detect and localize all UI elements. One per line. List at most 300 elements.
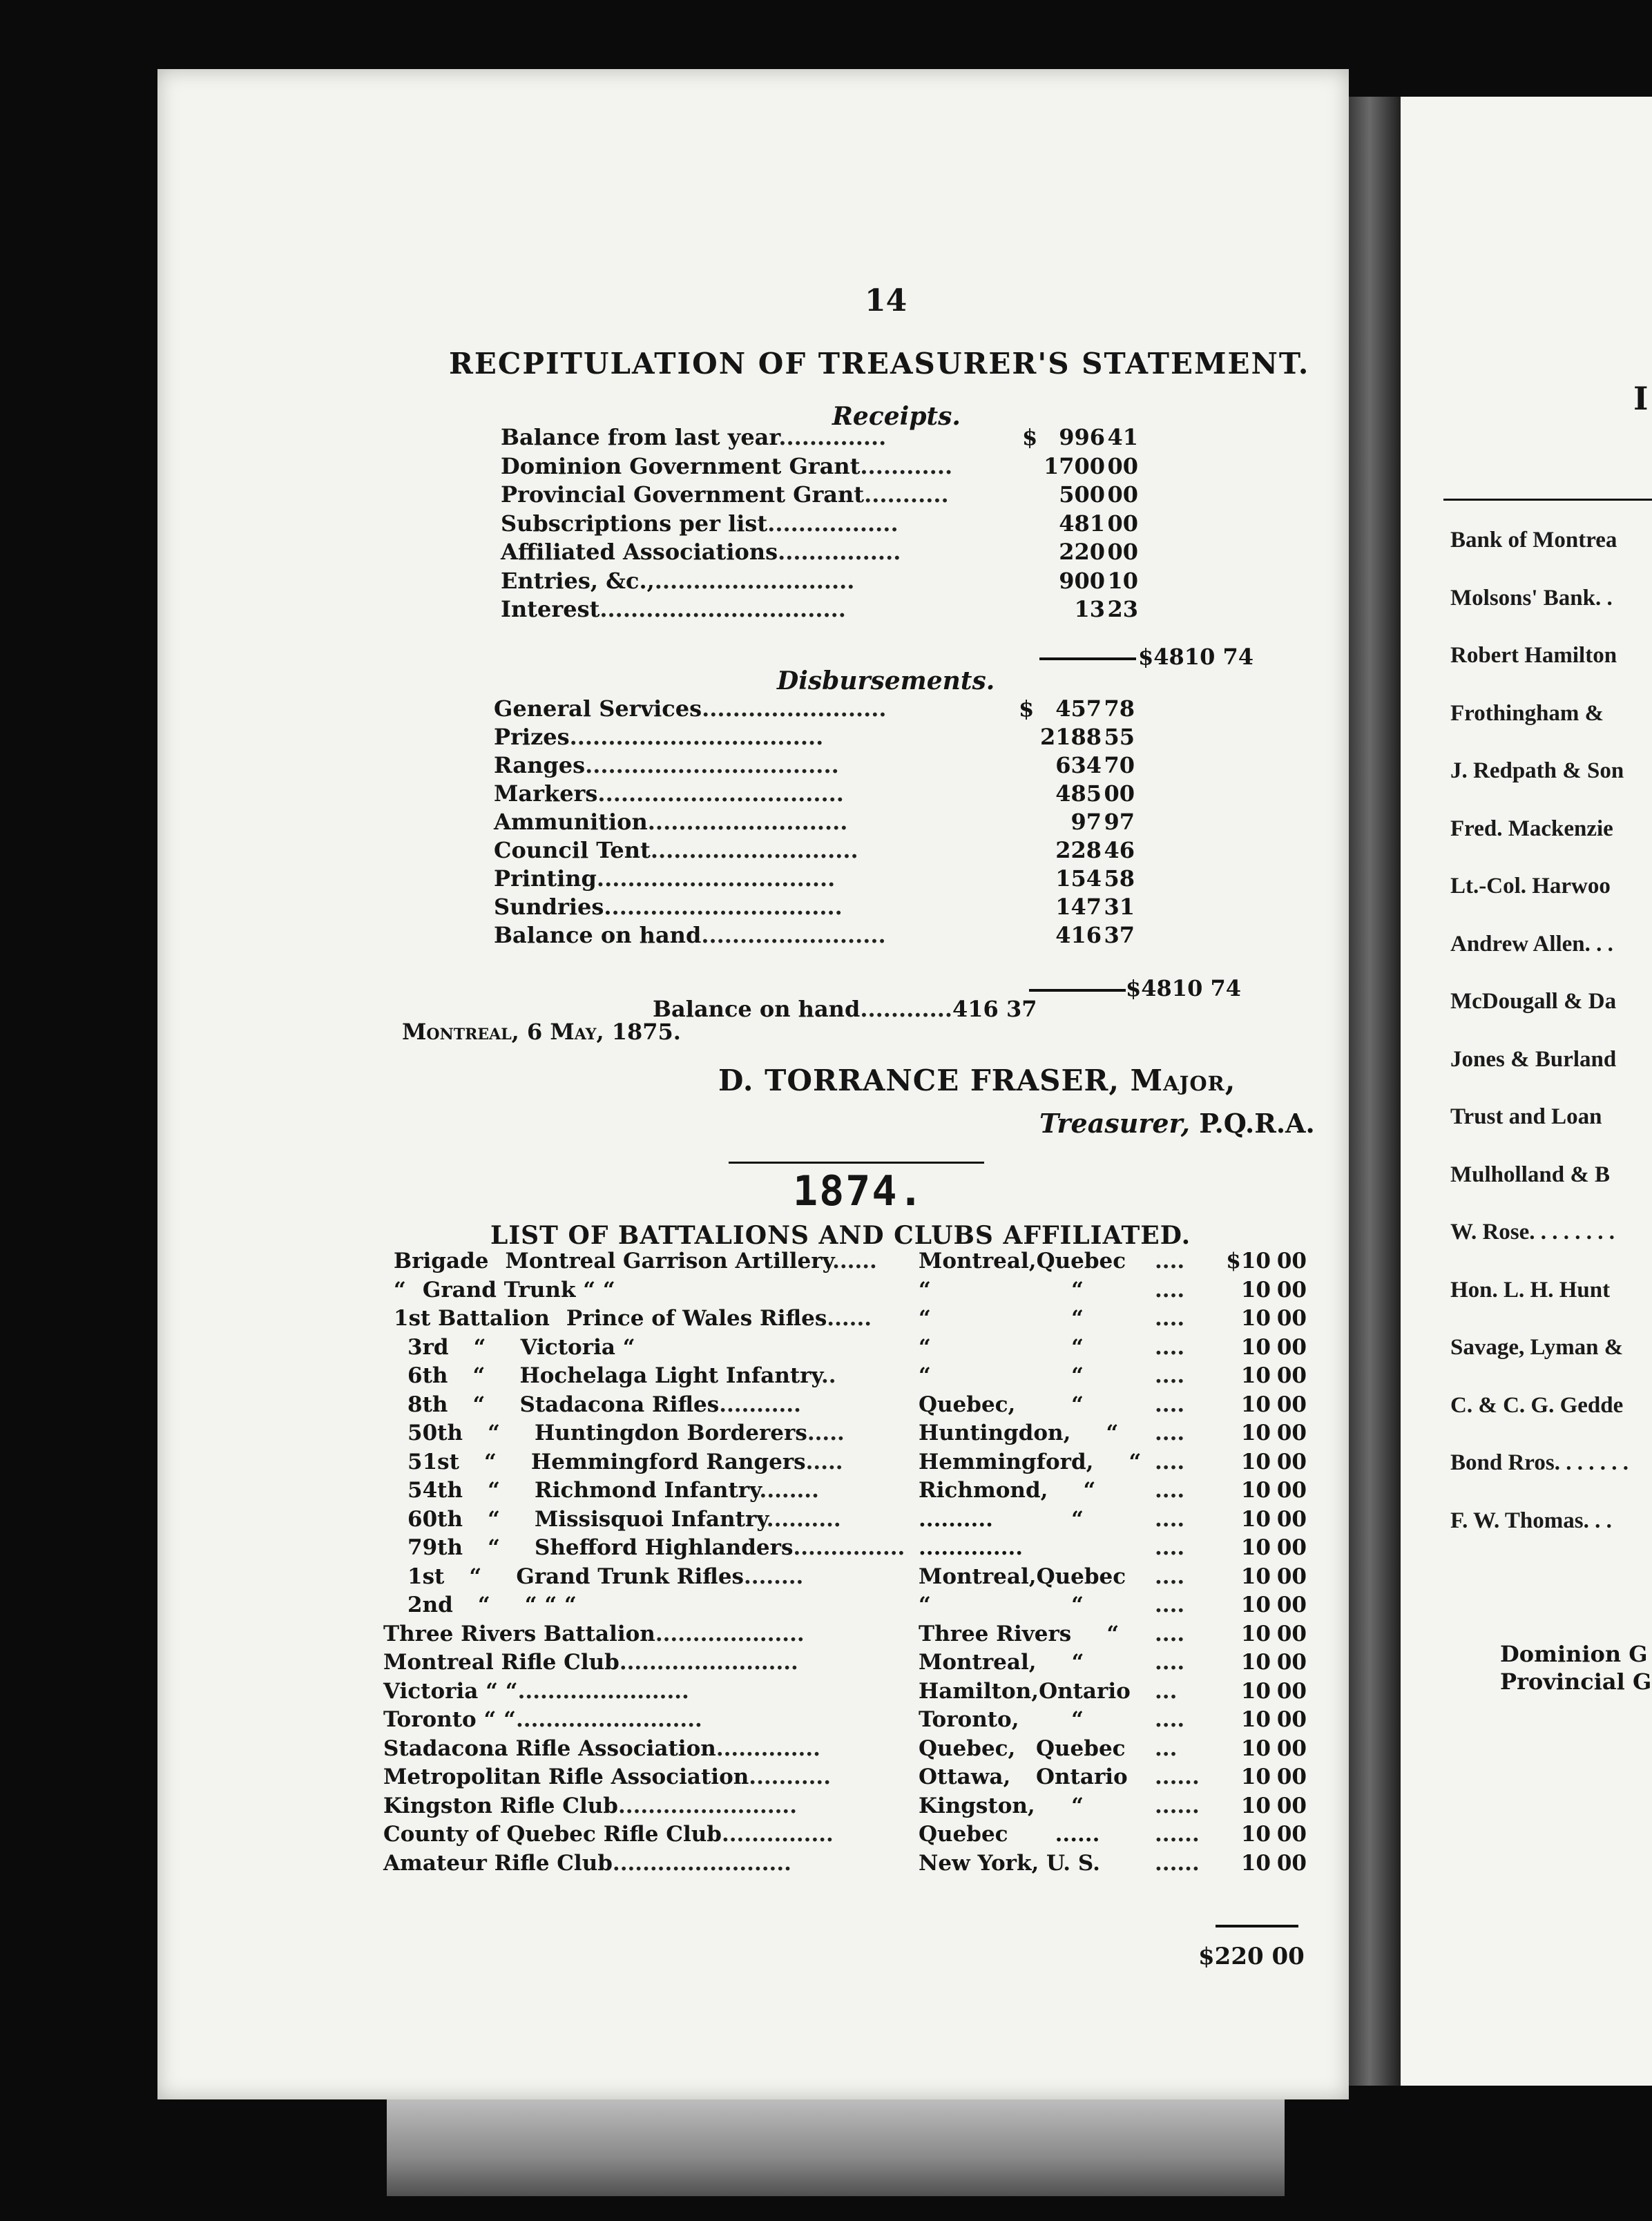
facing-list-item: Andrew Allen. . . [1450, 931, 1613, 956]
ledger-cents: 70 [1104, 752, 1135, 778]
ledger-amount [1022, 481, 1140, 508]
ledger-amount [1022, 568, 1140, 594]
ledger-label: Markers [494, 780, 598, 807]
ledger-dollars: 147 [1055, 894, 1102, 920]
affiliate-amount [1216, 1736, 1309, 1761]
ledger-row [501, 481, 949, 508]
affiliate-name: Huntingdon Borderers [535, 1421, 807, 1445]
affiliate-kind: “ [484, 1449, 497, 1474]
ledger-dots: ................. [767, 510, 899, 537]
affiliate-dollars: 10 [1240, 1478, 1271, 1503]
receipts-total: $4810 74 [1138, 644, 1254, 670]
affiliate-cents: 00 [1276, 1277, 1307, 1302]
facing-footer-1: Dominion G [1500, 1641, 1648, 1667]
affiliate-province: “ [1071, 1363, 1084, 1388]
affiliate-cents: 00 [1276, 1564, 1307, 1589]
ledger-dollars: 220 [1059, 539, 1105, 565]
affiliate-amount [1216, 1535, 1309, 1560]
ledger-label: Printing [494, 865, 597, 892]
affiliate-kind: “ [488, 1421, 500, 1445]
affiliate-row [407, 1564, 803, 1589]
affiliate-tail-dots: .... [1155, 1421, 1185, 1445]
affiliate-number: Three Rivers Battalion [383, 1621, 655, 1646]
affiliates-total: $220 00 [1198, 1943, 1305, 1970]
affiliate-dollars: 10 [1240, 1392, 1271, 1417]
affiliate-province: “ [1106, 1621, 1120, 1646]
affiliate-cents: 00 [1276, 1334, 1307, 1360]
affiliate-row [383, 1765, 831, 1789]
affiliate-dots: ........................ [617, 1793, 798, 1818]
ledger-cents: 00 [1107, 452, 1138, 479]
affiliate-place [919, 1335, 1119, 1360]
affiliate-cents: 00 [1276, 1535, 1307, 1560]
affiliate-kind: “ [477, 1593, 490, 1617]
affiliate-row [383, 1736, 820, 1761]
affiliate-dollars: 10 [1240, 1736, 1271, 1761]
affiliate-kind: “ [472, 1392, 486, 1417]
ledger-row [494, 780, 844, 807]
affiliate-city: Quebec, [919, 1736, 1016, 1761]
facing-list-item: W. Rose. . . . . . . . [1450, 1220, 1615, 1244]
affiliate-number: “ [394, 1277, 406, 1302]
affiliate-number: 1st [407, 1564, 445, 1589]
affiliate-amount [1216, 1278, 1309, 1302]
affiliate-dots: ...... [827, 1306, 872, 1331]
affiliate-tail-dots: .... [1155, 1650, 1185, 1675]
affiliate-number: 3rd [407, 1334, 449, 1360]
signatory-rank: Major, [1130, 1064, 1236, 1097]
affiliate-place [919, 1765, 1128, 1789]
ledger-row [494, 724, 823, 750]
affiliate-tail-dots: .... [1155, 1564, 1185, 1589]
affiliate-cents: 00 [1276, 1765, 1307, 1789]
affiliate-number: Kingston Rifle Club [383, 1793, 618, 1818]
affiliate-cents: 00 [1276, 1793, 1307, 1818]
affiliate-cents: 00 [1276, 1621, 1307, 1646]
affiliate-dots: ........ [744, 1564, 804, 1589]
affiliate-amount [1216, 1593, 1309, 1617]
affiliate-city: “ [919, 1363, 931, 1388]
facing-list-item: J. Redpath & Son [1450, 758, 1624, 783]
affiliate-city: Hamilton, [919, 1678, 1039, 1704]
ledger-dollars: 485 [1055, 780, 1102, 807]
affiliate-tail-dots: .... [1155, 1277, 1185, 1302]
ledger-row [494, 695, 887, 722]
ledger-dollars: 97 [1070, 809, 1102, 835]
affiliate-city: “ [919, 1277, 931, 1302]
ledger-cents: 46 [1104, 837, 1135, 863]
affiliate-number: Montreal Rifle Club [383, 1650, 620, 1675]
affiliate-province: Quebec [1036, 1564, 1126, 1589]
ledger-row [494, 865, 835, 892]
affiliate-name: Montreal Garrison Artillery [505, 1249, 833, 1273]
affiliate-name: Stadacona Rifles [519, 1392, 720, 1417]
affiliate-place [919, 1851, 1183, 1876]
affiliate-kind: “ [488, 1535, 500, 1560]
affiliate-amount [1216, 1707, 1309, 1732]
affiliate-city: Toronto, [919, 1707, 1019, 1732]
ledger-row [501, 424, 886, 450]
ledger-label: Prizes [494, 724, 570, 750]
facing-footer-2: Provincial G [1500, 1669, 1652, 1695]
affiliate-dollars: 10 [1240, 1593, 1271, 1617]
affiliate-cents: 00 [1276, 1736, 1307, 1761]
ledger-dollars: 2188 [1039, 724, 1102, 750]
affiliate-province: Quebec [1036, 1736, 1126, 1761]
ledger-dots: ................................. [585, 752, 839, 778]
affiliate-row [394, 1249, 877, 1273]
facing-heading-fragment: I [1633, 380, 1649, 417]
affiliate-province: “ [1071, 1306, 1084, 1331]
signatory-org: P.Q.R.A. [1199, 1108, 1315, 1139]
ledger-dots: ............ [860, 452, 953, 479]
affiliate-dollars: 10 [1240, 1707, 1271, 1732]
affiliate-dots: .............. [715, 1736, 820, 1761]
ledger-dots: ................................ [597, 780, 844, 807]
affiliate-tail-dots: .... [1155, 1621, 1185, 1646]
affiliate-place [919, 1278, 1119, 1302]
affiliate-row [383, 1622, 805, 1646]
affiliate-name: “ “ “ [524, 1593, 577, 1617]
ledger-amount [1019, 724, 1136, 750]
affiliate-province: Quebec [1036, 1249, 1126, 1273]
balance-label: Balance on hand [653, 996, 861, 1022]
affiliate-row [383, 1822, 834, 1847]
ledger-cents: 00 [1107, 539, 1138, 565]
affiliate-city: Ottawa, [919, 1765, 1011, 1789]
ledger-dollars: 1700 [1043, 452, 1105, 479]
affiliate-dollars: 10 [1240, 1306, 1271, 1331]
affiliate-tail-dots: ... [1155, 1678, 1178, 1704]
affiliate-name: Shefford Highlanders [535, 1535, 794, 1560]
affiliate-dots: ............... [721, 1822, 834, 1847]
affiliate-province: “ [1083, 1478, 1096, 1503]
affiliate-tail-dots: .... [1155, 1392, 1185, 1417]
disbursements-total-rule [1029, 989, 1126, 992]
affiliate-city: Richmond, [919, 1478, 1048, 1503]
affiliate-amount [1216, 1363, 1309, 1388]
ledger-dollars: 154 [1055, 865, 1102, 892]
affiliate-city: “ [919, 1306, 931, 1331]
ledger-amount [1019, 894, 1136, 920]
ledger-dots: ............................... [596, 865, 836, 892]
affiliate-dollars: 10 [1240, 1334, 1271, 1360]
affiliate-province: “ [1071, 1707, 1084, 1732]
affiliate-cents: 00 [1276, 1306, 1307, 1331]
affiliate-amount [1216, 1564, 1309, 1589]
affiliate-dollars: 10 [1240, 1850, 1271, 1876]
affiliate-city: Huntingdon, [919, 1421, 1071, 1445]
affiliate-amount [1216, 1450, 1309, 1474]
affiliate-dollars: 10 [1240, 1765, 1271, 1789]
affiliate-name: Grand Trunk Rifles [516, 1564, 744, 1589]
affiliate-amount [1216, 1851, 1309, 1876]
ledger-cents: 55 [1104, 724, 1135, 750]
affiliate-dollars: 10 [1240, 1421, 1271, 1445]
affiliate-cents: 00 [1276, 1650, 1307, 1675]
affiliate-row [407, 1335, 635, 1360]
facing-list-item: McDougall & Da [1450, 989, 1617, 1014]
signature-line [718, 1064, 1236, 1097]
book-spine [1349, 97, 1401, 2086]
affiliate-dots: ...... [832, 1249, 877, 1273]
affiliate-name: Richmond Infantry [535, 1478, 760, 1503]
ledger-amount [1022, 596, 1140, 622]
ledger-amount [1019, 752, 1136, 778]
affiliate-city: Quebec, [919, 1392, 1016, 1417]
affiliate-row [407, 1392, 801, 1417]
ledger-amount [1022, 539, 1140, 565]
affiliate-amount [1216, 1421, 1309, 1445]
ledger-amount [1019, 809, 1136, 835]
affiliate-number: 1st Battalion [394, 1306, 550, 1331]
affiliate-dots: ........................ [619, 1650, 798, 1675]
affiliate-row [407, 1363, 836, 1388]
affiliate-city: Quebec [919, 1822, 1008, 1847]
affiliate-amount [1216, 1622, 1309, 1646]
ledger-currency: $ [1019, 695, 1035, 722]
affiliate-row [394, 1306, 872, 1331]
affiliate-name: Hochelaga Light Infantry [519, 1363, 821, 1388]
affiliate-city: New York, U. S. [919, 1850, 1100, 1876]
affiliate-number: 2nd [407, 1593, 453, 1617]
facing-list-item: Robert Hamilton [1450, 643, 1617, 668]
facing-list-item: C. & C. G. Gedde [1450, 1392, 1624, 1418]
affiliate-tail-dots: .... [1155, 1478, 1185, 1503]
affiliate-dollars: 10 [1240, 1363, 1271, 1388]
affiliate-place [919, 1392, 1119, 1417]
page-stack-edge [387, 2099, 1285, 2196]
ledger-amount [1019, 780, 1136, 807]
affiliate-dollars: 10 [1240, 1535, 1271, 1560]
ledger-label: General Services [494, 695, 702, 722]
ledger-amount [1022, 424, 1140, 450]
ledger-row [501, 568, 854, 594]
affiliate-cents: 00 [1276, 1506, 1307, 1532]
facing-list-item: Frothingham & [1450, 700, 1604, 726]
ledger-amount [1019, 837, 1136, 863]
ledger-dollars: 13 [1074, 596, 1105, 622]
affiliate-province: Ontario [1036, 1765, 1128, 1789]
ledger-dollars: 481 [1059, 510, 1105, 537]
affiliate-place [919, 1507, 1119, 1532]
affiliate-name: Grand Trunk “ “ [422, 1277, 615, 1302]
ledger-cents: 37 [1104, 922, 1135, 948]
affiliate-province: “ [1071, 1593, 1084, 1617]
balance-line [653, 996, 1037, 1022]
ledger-row [501, 596, 846, 622]
ledger-dots: ........................... [650, 837, 858, 863]
list-title: LIST OF BATTALIONS AND CLUBS AFFILIATED. [490, 1221, 1191, 1250]
affiliate-amount [1216, 1794, 1309, 1818]
affiliate-place [919, 1421, 1153, 1445]
affiliate-dots: ........... [749, 1765, 832, 1789]
affiliate-amount [1216, 1478, 1309, 1503]
ledger-dots: ................................. [569, 724, 824, 750]
affiliate-tail-dots: .... [1155, 1363, 1185, 1388]
ledger-label: Interest [501, 596, 600, 622]
affiliate-place [919, 1794, 1119, 1818]
affiliate-city: .......... [919, 1506, 993, 1532]
affiliate-city: Kingston, [919, 1793, 1035, 1818]
affiliate-name: Hemmingford Rangers [530, 1449, 806, 1474]
affiliate-place [919, 1707, 1119, 1732]
affiliate-city: “ [919, 1334, 931, 1360]
ledger-dollars: 500 [1059, 481, 1105, 508]
facing-list-item: Savage, Lyman & [1450, 1335, 1624, 1360]
affiliate-cents: 00 [1276, 1363, 1307, 1388]
affiliate-number: Metropolitan Rifle Association [383, 1765, 749, 1789]
ledger-label: Subscriptions per list [501, 510, 768, 537]
affiliate-number: 6th [407, 1363, 448, 1388]
affiliate-number: 79th [407, 1535, 463, 1560]
facing-list-item: Jones & Burland [1450, 1046, 1617, 1072]
affiliate-dollars: 10 [1240, 1564, 1271, 1589]
ledger-dots: .......................... [654, 567, 855, 594]
affiliate-row [407, 1507, 841, 1532]
affiliate-amount [1216, 1507, 1309, 1532]
affiliate-tail-dots: .... [1155, 1535, 1185, 1560]
affiliate-cents: 00 [1276, 1822, 1307, 1847]
ledger-amount [1019, 922, 1136, 948]
affiliate-dollars: 10 [1240, 1277, 1271, 1302]
ledger-row [494, 809, 847, 835]
facing-list-item: F. W. Thomas. . . [1450, 1508, 1612, 1533]
signatory-name: D. TORRANCE FRASER, [718, 1064, 1120, 1097]
ledger-label: Affiliated Associations [501, 539, 778, 565]
ledger-dots: ........... [864, 481, 949, 508]
ledger-row [501, 510, 899, 537]
affiliate-row [407, 1421, 845, 1445]
affiliate-name: Missisquoi Infantry [535, 1506, 767, 1532]
year-heading: 1874. [793, 1167, 925, 1215]
affiliate-amount [1216, 1822, 1309, 1847]
affiliate-place [919, 1679, 1131, 1704]
affiliate-place [919, 1736, 1126, 1761]
affiliate-place [919, 1650, 1120, 1675]
ledger-label: Sundries. [494, 894, 612, 920]
ledger-dollars: 457 [1055, 695, 1102, 722]
affiliate-dots: .. [820, 1363, 836, 1388]
place-date: Montreal, 6 May, 1875. [402, 1019, 681, 1045]
ledger-row [494, 922, 886, 948]
ledger-cents: 97 [1104, 809, 1135, 835]
affiliate-name: Prince of Wales Rifles [566, 1306, 827, 1331]
ledger-amount [1022, 510, 1140, 537]
ledger-cents: 23 [1107, 596, 1138, 622]
affiliate-tail-dots: ...... [1155, 1765, 1200, 1789]
affiliate-city: .............. [919, 1535, 1024, 1560]
affiliate-number: 51st [407, 1449, 459, 1474]
ledger-dots: ................................ [599, 596, 846, 622]
affiliate-city: Hemmingford, [919, 1449, 1094, 1474]
affiliate-dots: ........... [719, 1392, 801, 1417]
receipts-heading: Receipts. [832, 402, 961, 431]
affiliate-dollars: 10 [1240, 1650, 1271, 1675]
facing-list-item: Molsons' Bank. . [1450, 585, 1613, 610]
affiliate-row [407, 1593, 577, 1617]
affiliate-place [919, 1363, 1119, 1388]
affiliate-cents: 00 [1276, 1678, 1307, 1704]
affiliate-city: Montreal, [919, 1650, 1037, 1675]
ledger-dots: ........................ [702, 695, 887, 722]
affiliate-kind: “ [488, 1478, 500, 1503]
affiliate-tail-dots: .... [1155, 1449, 1185, 1474]
ledger-dollars: 900 [1059, 567, 1105, 594]
affiliate-city: Three Rivers [919, 1621, 1072, 1646]
ledger-amount [1019, 695, 1136, 722]
affiliate-cents: 00 [1276, 1593, 1307, 1617]
affiliate-place [919, 1622, 1154, 1646]
affiliate-number: Victoria “ “ [383, 1678, 518, 1704]
facing-list-item: Hon. L. H. Hunt [1450, 1277, 1611, 1302]
affiliate-number: Toronto “ “ [383, 1707, 516, 1732]
affiliate-dots: ....................... [517, 1678, 689, 1704]
ledger-label: Provincial Government Grant [501, 481, 865, 508]
affiliate-dots: ........ [759, 1478, 819, 1503]
affiliate-number: Amateur Rifle Club [383, 1850, 613, 1876]
facing-list-item: Fred. Mackenzie [1450, 816, 1613, 841]
affiliate-cents: 00 [1276, 1449, 1307, 1474]
ledger-dots: ................ [778, 539, 901, 565]
ledger-label: Balance on hand [494, 922, 702, 948]
ledger-cents: 00 [1107, 510, 1138, 537]
affiliate-kind: “ [472, 1363, 486, 1388]
ledger-dots: .......................... [647, 809, 848, 835]
affiliate-dollars: 10 [1240, 1449, 1271, 1474]
affiliate-tail-dots: .... [1155, 1506, 1185, 1532]
ledger-label: Balance from last year [501, 424, 779, 450]
affiliate-dollars: 10 [1240, 1621, 1271, 1646]
affiliate-row [407, 1450, 843, 1474]
affiliate-row [407, 1478, 819, 1503]
affiliate-dots: ............... [793, 1535, 905, 1560]
affiliate-place [919, 1450, 1176, 1474]
ledger-label: Dominion Government Grant [501, 452, 861, 479]
ledger-amount [1022, 453, 1140, 479]
affiliate-cents: 00 [1276, 1392, 1307, 1417]
affiliate-row [383, 1794, 797, 1818]
affiliate-tail-dots: ... [1155, 1736, 1178, 1761]
affiliate-number: 8th [407, 1392, 448, 1417]
affiliate-row [394, 1278, 615, 1302]
affiliate-amount [1216, 1249, 1309, 1273]
ledger-cents: 31 [1104, 894, 1135, 920]
ledger-label: Entries, &c., [501, 567, 655, 594]
ledger-label: Ammunition [494, 809, 648, 835]
affiliate-dots: ........................ [612, 1850, 791, 1876]
affiliate-amount [1216, 1306, 1309, 1331]
affiliate-amount [1216, 1650, 1309, 1675]
affiliate-province: “ [1071, 1277, 1084, 1302]
affiliate-amount [1216, 1392, 1309, 1417]
ledger-amount [1019, 865, 1136, 892]
affiliate-cents: 00 [1276, 1850, 1307, 1876]
affiliate-number: 60th [407, 1506, 463, 1532]
ledger-cents: 00 [1104, 780, 1135, 807]
ledger-dollars: 416 [1055, 922, 1102, 948]
affiliate-place [919, 1306, 1119, 1331]
ledger-dots: ........................ [701, 922, 886, 948]
signatory-title-line [1039, 1108, 1315, 1139]
ledger-label: Ranges [494, 752, 586, 778]
affiliate-tail-dots: .... [1155, 1249, 1185, 1273]
affiliate-place [919, 1564, 1126, 1589]
affiliate-number: Brigade [394, 1249, 489, 1273]
balance-amount: 416 [952, 996, 999, 1022]
ledger-row [501, 539, 901, 565]
affiliate-cents: 00 [1276, 1421, 1307, 1445]
